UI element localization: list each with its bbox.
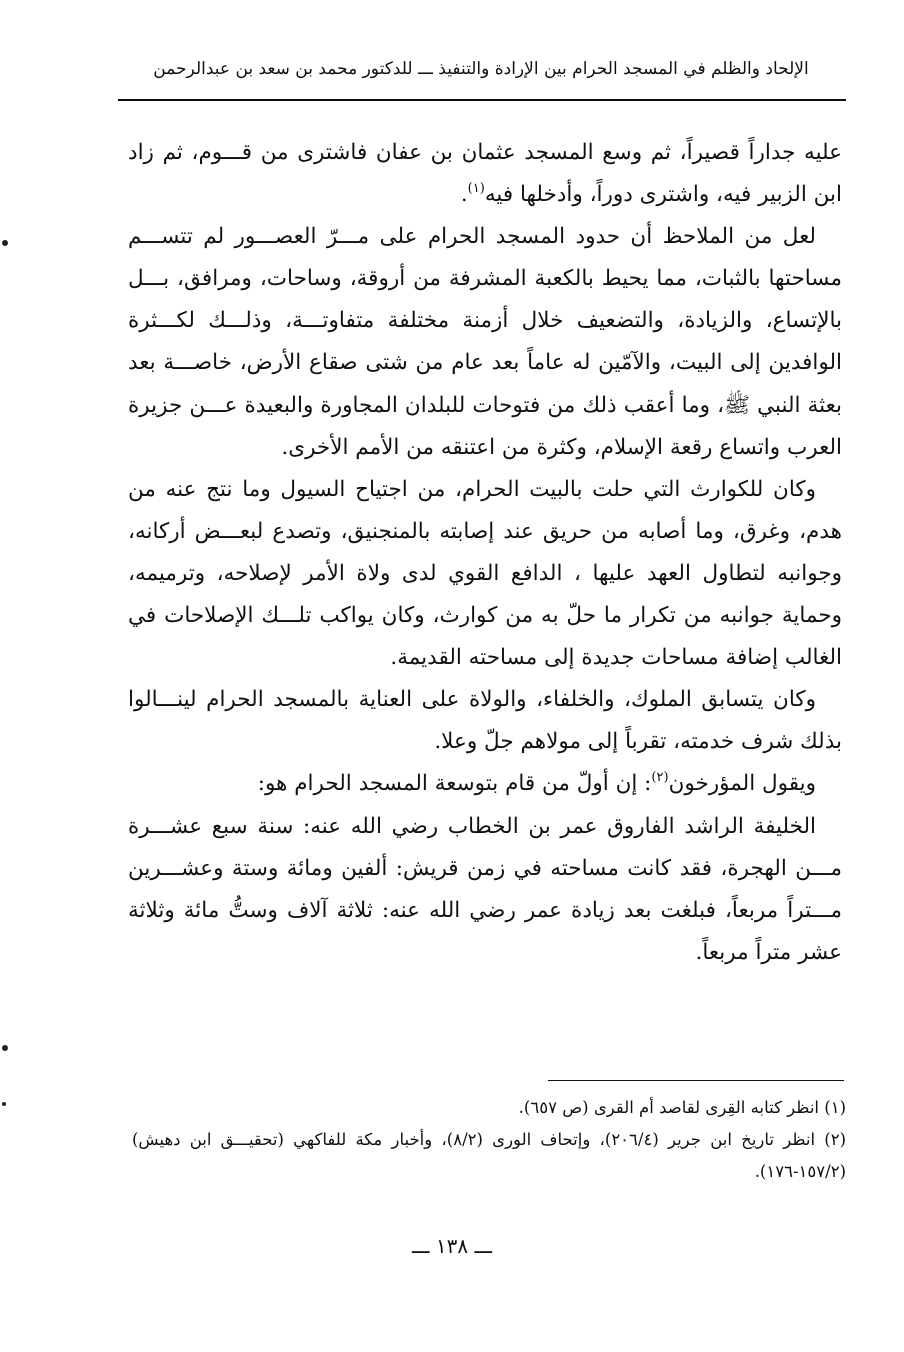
paragraph-1-text: عليه جداراً قصيراً، ثم وسع المسجد عثمان بن عفان فاشترى من قـــوم، ثم زاد ابن الزبير فيه، واشترى دوراً، وأدخلها فيه <box>128 140 842 208</box>
paragraph-5-text-b: : إن أولّ من قام بتوسعة المسجد الحرام هو: <box>257 771 652 797</box>
running-header: الإلحاد والظلم في المسجد الحرام بين الإرادة والتنفيذ ـــ للدكتور محمد بن سعد بن عبدالرحمن <box>153 59 809 79</box>
paragraph-1 <box>128 132 842 216</box>
page-number: ـــ ١٣٨ ـــ <box>411 1234 493 1258</box>
footnote-rule <box>548 1080 844 1081</box>
paragraph-3: وكان للكوارث التي حلت بالبيت الحرام، من اجتياح السيول وما نتج عنه من هدم، وغرق، وما أصابه من حريق عند إصابته بالمنجنيق، وتصدع لبعـــض أركانه، وجوانبه لتطاول العهد عليها ، الدافع القوي لدى ولاة الأمر لإصلاحه، وترميمه، وحماية جوانبه من تكرار ما حلّ به من كوارث، وكان يواكب تلـــك الإصلاحات في الغالب إضافة مساحات جديدة إلى مساحته القديمة. <box>128 476 842 671</box>
paragraph-4: وكان يتسابق الملوك، والخلفاء، والولاة على العناية بالمسجد الحرام لينـــالوا بذلك شرف خدمته، تقرباً إلى مولاهم جلّ وعلا. <box>128 687 842 755</box>
footnote-1: (١) انظر كتابه القِرى لقاصد أم القرى (ص ٦٥٧). <box>518 1098 846 1117</box>
scan-speck <box>2 1102 6 1106</box>
footnote-ref-2[interactable]: (٢) <box>651 770 669 786</box>
paragraph-1-end: . <box>460 182 468 208</box>
scan-speck <box>2 1045 8 1051</box>
main-text <box>128 132 842 974</box>
footnote-ref-1[interactable]: (١) <box>467 181 485 197</box>
footnotes <box>132 1092 846 1188</box>
paragraph-6: الخليفة الراشد الفاروق عمر بن الخطاب رضي الله عنه: سنة سبع عشـــرة مـــن الهجرة، فقد كانت مساحته في زمن قريش: ألفين ومائة وستة وعشـــرين مـــتراً مربعاً، فبلغت بعد زيادة عمر رضي الله عنه: ثلاثة آلاف وستُّ مائة وثلاثة عشر متراً مربعاً. <box>128 813 842 965</box>
footnote-2: (٢) انظر تاريخ ابن جرير (٢٠٦/٤)، وإتحاف الورى (٨/٢)، وأخبار مكة للفاكهي (تحقيـــق ابن دهيش) (١٥٧/٢-١٧٦). <box>132 1130 846 1181</box>
paragraph-5-text-a: ويقول المؤرخون <box>668 771 816 797</box>
paragraph-5 <box>128 763 842 805</box>
paragraph-2: لعل من الملاحظ أن حدود المسجد الحرام على مـــرّ العصـــور لم تتســـم مساحتها بالثبات، مما يحيط بالكعبة المشرفة من أروقة، وساحات، ومرافق، بـــل بالإتساع، والزيادة، والتضعيف خلال أزمنة مختلفة متفاوتـــة، وذلـــك لكـــثرة الوافدين إلى البيت، والآمّين له عاماً بعد عام من شتى صقاع الأرض، خاصـــة بعد بعثة النبي ﷺ، وما أعقب ذلك من فتوحات للبلدان المجاورة والبعيدة عـــن جزيرة العرب واتساع رقعة الإسلام، وكثرة من اعتنقه من الأمم الأخرى. <box>128 224 842 460</box>
header-rule <box>118 99 846 101</box>
scan-speck <box>2 240 8 246</box>
